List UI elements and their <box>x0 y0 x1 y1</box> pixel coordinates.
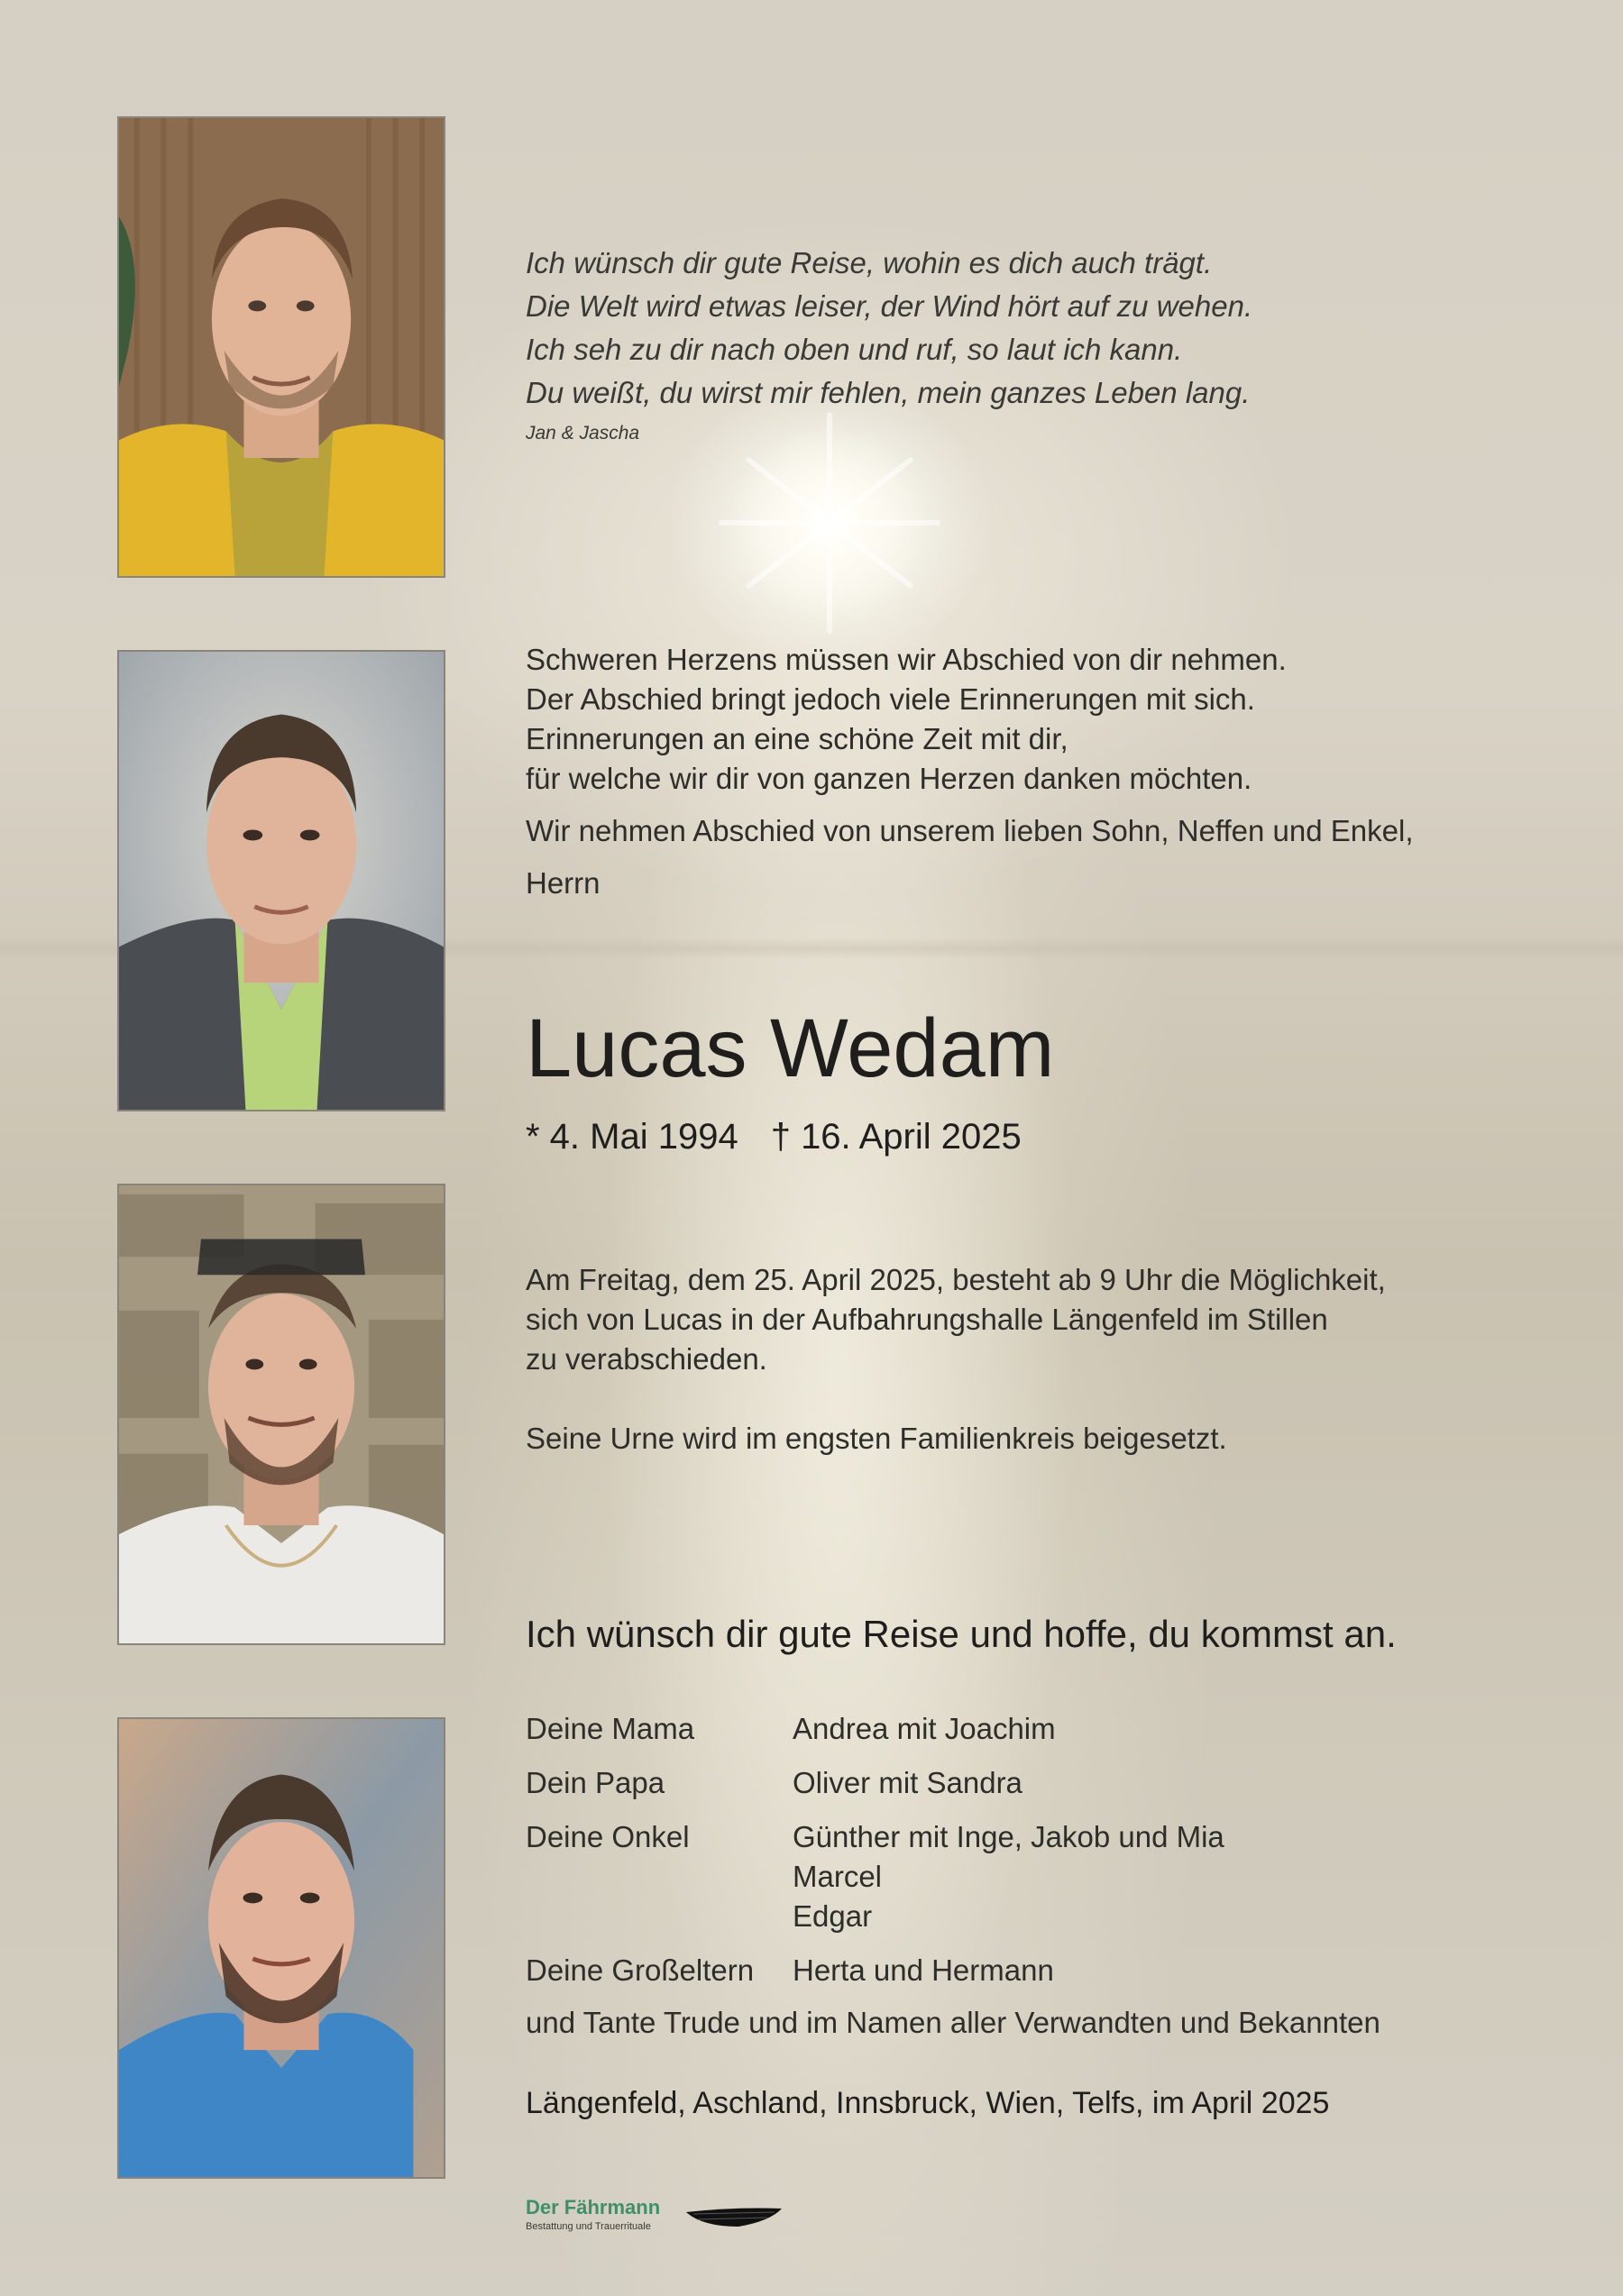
death-date: † 16. April 2025 <box>770 1117 1022 1157</box>
intro-line: Schweren Herzens müssen wir Abschied von dir nehmen. <box>526 643 1287 676</box>
portrait-photo-4 <box>117 1717 445 2179</box>
family-names: Oliver mit Sandra <box>793 1766 1022 1799</box>
deceased-name: Lucas Wedam <box>526 1002 1055 1094</box>
viewing-line: zu verabschieden. <box>526 1342 767 1376</box>
funeral-home-logo <box>526 2196 796 2241</box>
family-relation: Deine Mama <box>526 1712 695 1745</box>
birth-date: * 4. Mai 1994 <box>526 1117 738 1157</box>
place-date: Längenfeld, Aschland, Innsbruck, Wien, Telfs, im April 2025 <box>526 2086 1330 2120</box>
family-names: Marcel <box>793 1860 883 1893</box>
poem-line: Die Welt wird etwas leiser, der Wind hört auf zu wehen. <box>526 289 1253 323</box>
family-relation: Deine Großeltern <box>526 1953 755 1987</box>
family-row <box>526 1763 1380 1803</box>
intro-block <box>526 640 1414 903</box>
urn-notice: Seine Urne wird im engsten Familienkreis beigesetzt. <box>526 1422 1227 1455</box>
farewell-line: Wir nehmen Abschied von unserem lieben Sohn, Neffen und Enkel, <box>526 814 1414 847</box>
family-names: Andrea mit Joachim <box>793 1712 1056 1745</box>
family-names: Herta und Hermann <box>793 1953 1054 1987</box>
family-row <box>526 1951 1380 1990</box>
poem-line: Ich wünsch dir gute Reise, wohin es dich auch trägt. <box>526 246 1213 279</box>
intro-line: für welche wir dir von ganzen Herzen danken möchten. <box>526 762 1252 795</box>
family-extra: und Tante Trude und im Namen aller Verwandten und Bekannten <box>526 2006 1380 2039</box>
family-relation: Deine Onkel <box>526 1820 690 1853</box>
viewing-block <box>526 1260 1386 1459</box>
family-names: Edgar <box>793 1899 873 1933</box>
poem-line: Du weißt, du wirst mir fehlen, mein ganzes Leben lang. <box>526 376 1251 409</box>
portrait-photo-1 <box>117 116 445 578</box>
intro-line: Der Abschied bringt jedoch viele Erinnerungen mit sich. <box>526 682 1255 716</box>
viewing-line: Am Freitag, dem 25. April 2025, besteht ab 9 Uhr die Möglichkeit, <box>526 1263 1386 1296</box>
logo-brand: Der Fährmann <box>526 2196 661 2218</box>
family-names: Günther mit Inge, Jakob und Mia <box>793 1820 1224 1853</box>
viewing-line: sich von Lucas in der Aufbahrungshalle Längenfeld im Stillen <box>526 1303 1328 1336</box>
intro-line: Erinnerungen an eine schöne Zeit mit dir, <box>526 722 1068 755</box>
family-list <box>526 1709 1380 2043</box>
motto: Ich wünsch dir gute Reise und hoffe, du kommst an. <box>526 1613 1397 1655</box>
poem-block <box>526 242 1252 447</box>
poem-author: Jan & Jascha <box>526 423 640 444</box>
portrait-photo-2 <box>117 650 445 1111</box>
life-dates <box>526 1114 1022 1159</box>
salutation: Herrn <box>526 866 601 900</box>
boat-icon <box>684 2201 784 2234</box>
family-row <box>526 1709 1380 1749</box>
family-row <box>526 1817 1380 1936</box>
poem-line: Ich seh zu dir nach oben und ruf, so laut ich kann. <box>526 333 1183 366</box>
portrait-photo-3 <box>117 1184 445 1645</box>
family-relation: Dein Papa <box>526 1766 665 1799</box>
logo-tagline: Bestattung und Trauerrituale <box>526 2221 651 2232</box>
